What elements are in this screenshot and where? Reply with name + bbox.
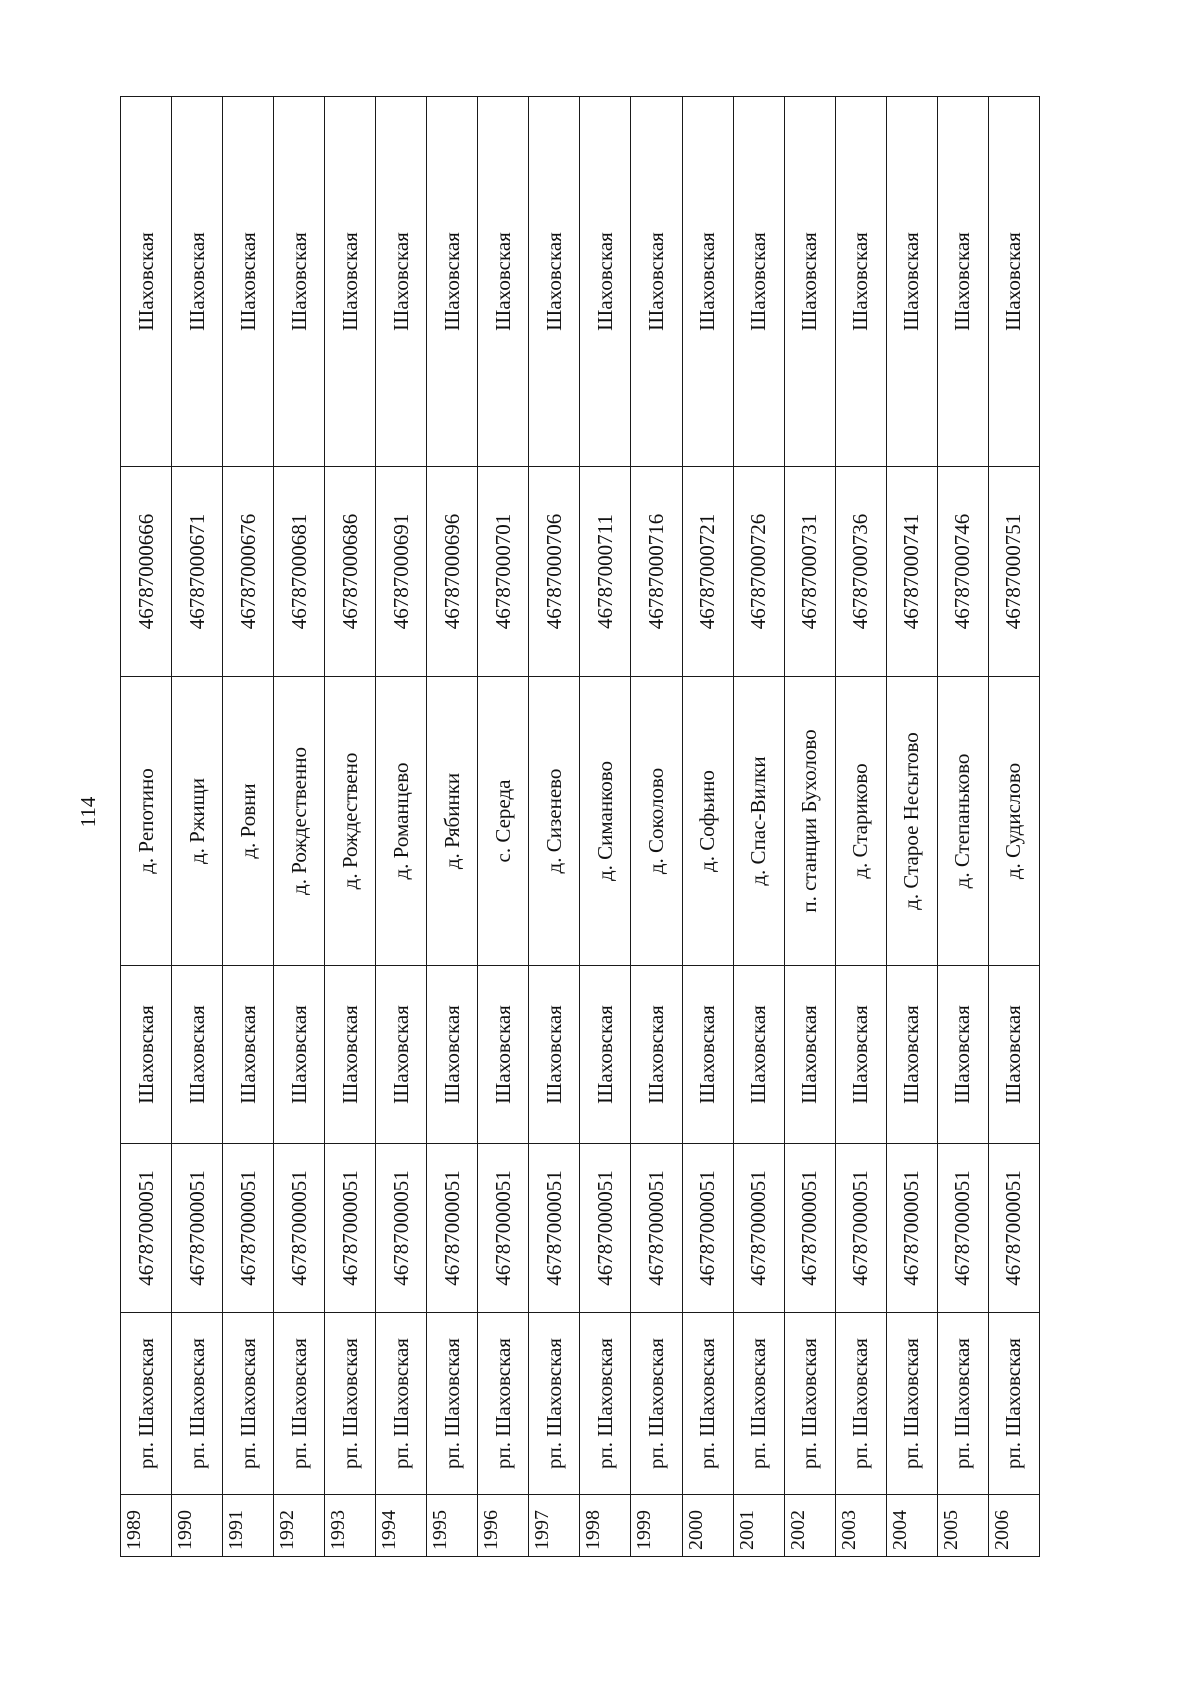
settlement-cell: рп. Шаховская [376,1313,427,1495]
table-row [427,97,478,1557]
district-cell: Шаховская [682,966,733,1144]
settlement-cell: рп. Шаховская [580,1313,631,1495]
locality-name-cell: д. Старое Несытово [886,677,937,966]
settlement-cell: рп. Шаховская [223,1313,274,1495]
locality-name-cell: д. Репотино [121,677,172,966]
locality-name-cell: д. Рябинки [427,677,478,966]
table-container [120,97,1040,1557]
locality-name-cell: д. Сизенево [529,677,580,966]
settlement-code-cell: 46787000051 [631,1144,682,1313]
registry-table [120,96,1040,1557]
settlement-cell: рп. Шаховская [937,1313,988,1495]
locality-name-cell: д. Симанково [580,677,631,966]
row-number: 2003 [835,1495,886,1557]
settlement-cell: рп. Шаховская [886,1313,937,1495]
settlement-code-cell: 46787000051 [682,1144,733,1313]
settlement-cell: рп. Шаховская [784,1313,835,1495]
locality-code-cell: 46787000746 [937,467,988,677]
district-cell: Шаховская [223,966,274,1144]
locality-name-cell: д. Рождественно [274,677,325,966]
district-cell: Шаховская [784,966,835,1144]
settlement-code-cell: 46787000051 [376,1144,427,1313]
locality-name-cell: д. Софьино [682,677,733,966]
row-number: 1992 [274,1495,325,1557]
settlement-cell: рп. Шаховская [274,1313,325,1495]
settlement-cell: рп. Шаховская [733,1313,784,1495]
settlement-code-cell: 46787000051 [784,1144,835,1313]
locality-code-cell: 46787000706 [529,467,580,677]
row-number: 1990 [172,1495,223,1557]
settlement-cell: рп. Шаховская [988,1313,1039,1495]
district-cell: Шаховская [376,966,427,1144]
table-row [121,97,172,1557]
locality-name-cell: д. Ровни [223,677,274,966]
table-row [733,97,784,1557]
table-row [784,97,835,1557]
row-number: 1996 [478,1495,529,1557]
settlement-code-cell: 46787000051 [835,1144,886,1313]
district-cell: Шаховская [274,97,325,467]
locality-code-cell: 46787000696 [427,467,478,677]
row-number: 2000 [682,1495,733,1557]
district-cell: Шаховская [427,966,478,1144]
locality-name-cell: д. Романцево [376,677,427,966]
locality-name-cell: п. станции Бухолово [784,677,835,966]
locality-name-cell: д. Рождествено [325,677,376,966]
settlement-cell: рп. Шаховская [835,1313,886,1495]
settlement-cell: рп. Шаховская [631,1313,682,1495]
table-row [835,97,886,1557]
settlement-cell: рп. Шаховская [682,1313,733,1495]
locality-name-cell: д. Судислово [988,677,1039,966]
table-row [376,97,427,1557]
locality-code-cell: 46787000666 [121,467,172,677]
settlement-code-cell: 46787000051 [172,1144,223,1313]
district-cell: Шаховская [682,97,733,467]
district-cell: Шаховская [733,966,784,1144]
district-cell: Шаховская [988,97,1039,467]
district-cell: Шаховская [886,97,937,467]
table-row [886,97,937,1557]
locality-code-cell: 46787000736 [835,467,886,677]
locality-code-cell: 46787000691 [376,467,427,677]
district-cell: Шаховская [376,97,427,467]
table-row [631,97,682,1557]
row-number: 1993 [325,1495,376,1557]
row-number: 1995 [427,1495,478,1557]
settlement-cell: рп. Шаховская [478,1313,529,1495]
row-number: 1999 [631,1495,682,1557]
district-cell: Шаховская [937,97,988,467]
district-cell: Шаховская [325,97,376,467]
district-cell: Шаховская [325,966,376,1144]
settlement-code-cell: 46787000051 [733,1144,784,1313]
district-cell: Шаховская [886,966,937,1144]
locality-name-cell: д. Спас-Вилки [733,677,784,966]
table-row [172,97,223,1557]
locality-code-cell: 46787000726 [733,467,784,677]
district-cell: Шаховская [835,966,886,1144]
district-cell: Шаховская [835,97,886,467]
settlement-code-cell: 46787000051 [325,1144,376,1313]
locality-name-cell: д. Степаньково [937,677,988,966]
table-row [682,97,733,1557]
table-row [580,97,631,1557]
row-number: 2006 [988,1495,1039,1557]
district-cell: Шаховская [784,97,835,467]
page-number: 114 [76,796,100,828]
locality-code-cell: 46787000676 [223,467,274,677]
district-cell: Шаховская [631,966,682,1144]
district-cell: Шаховская [274,966,325,1144]
row-number: 2005 [937,1495,988,1557]
table-row [274,97,325,1557]
settlement-code-cell: 46787000051 [988,1144,1039,1313]
row-number: 2002 [784,1495,835,1557]
district-cell: Шаховская [478,966,529,1144]
settlement-code-cell: 46787000051 [274,1144,325,1313]
district-cell: Шаховская [172,966,223,1144]
table-row [223,97,274,1557]
locality-name-cell: д. Соколово [631,677,682,966]
district-cell: Шаховская [580,97,631,467]
row-number: 1998 [580,1495,631,1557]
locality-code-cell: 46787000711 [580,467,631,677]
table-row [529,97,580,1557]
district-cell: Шаховская [580,966,631,1144]
settlement-code-cell: 46787000051 [223,1144,274,1313]
locality-code-cell: 46787000686 [325,467,376,677]
settlement-code-cell: 46787000051 [937,1144,988,1313]
district-cell: Шаховская [121,966,172,1144]
settlement-cell: рп. Шаховская [121,1313,172,1495]
locality-code-cell: 46787000716 [631,467,682,677]
settlement-code-cell: 46787000051 [529,1144,580,1313]
row-number: 1994 [376,1495,427,1557]
locality-code-cell: 46787000701 [478,467,529,677]
locality-code-cell: 46787000741 [886,467,937,677]
district-cell: Шаховская [937,966,988,1144]
settlement-code-cell: 46787000051 [478,1144,529,1313]
locality-code-cell: 46787000721 [682,467,733,677]
row-number: 2001 [733,1495,784,1557]
locality-code-cell: 46787000681 [274,467,325,677]
settlement-cell: рп. Шаховская [427,1313,478,1495]
district-cell: Шаховская [631,97,682,467]
district-cell: Шаховская [733,97,784,467]
settlement-cell: рп. Шаховская [325,1313,376,1495]
locality-name-cell: д. Стариково [835,677,886,966]
locality-code-cell: 46787000671 [172,467,223,677]
settlement-code-cell: 46787000051 [427,1144,478,1313]
district-cell: Шаховская [529,97,580,467]
settlement-code-cell: 46787000051 [886,1144,937,1313]
district-cell: Шаховская [121,97,172,467]
settlement-cell: рп. Шаховская [172,1313,223,1495]
row-number: 1991 [223,1495,274,1557]
settlement-cell: рп. Шаховская [529,1313,580,1495]
district-cell: Шаховская [529,966,580,1144]
table-row [478,97,529,1557]
settlement-code-cell: 46787000051 [580,1144,631,1313]
locality-code-cell: 46787000751 [988,467,1039,677]
district-cell: Шаховская [223,97,274,467]
district-cell: Шаховская [478,97,529,467]
table-row [937,97,988,1557]
locality-name-cell: с. Середа [478,677,529,966]
locality-code-cell: 46787000731 [784,467,835,677]
row-number: 2004 [886,1495,937,1557]
district-cell: Шаховская [172,97,223,467]
district-cell: Шаховская [988,966,1039,1144]
table-body [121,97,1040,1557]
table-row [988,97,1039,1557]
row-number: 1989 [121,1495,172,1557]
row-number: 1997 [529,1495,580,1557]
table-row [325,97,376,1557]
settlement-code-cell: 46787000051 [121,1144,172,1313]
locality-name-cell: д. Ржищи [172,677,223,966]
district-cell: Шаховская [427,97,478,467]
